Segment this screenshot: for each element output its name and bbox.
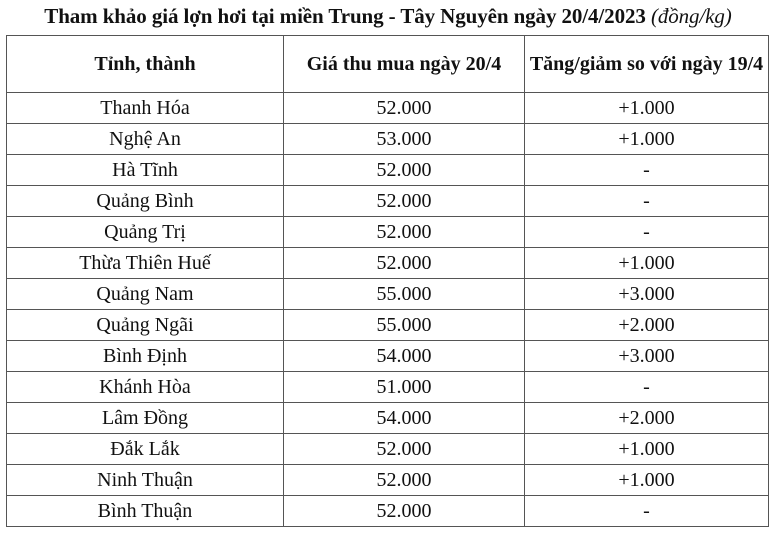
table-row xyxy=(7,93,769,124)
cell-price: 51.000 xyxy=(284,372,525,403)
cell-change: - xyxy=(525,496,769,527)
table-row xyxy=(7,248,769,279)
cell-province: Quảng Nam xyxy=(7,279,284,310)
cell-province: Hà Tĩnh xyxy=(7,155,284,186)
table-row xyxy=(7,310,769,341)
table-row xyxy=(7,403,769,434)
table-row xyxy=(7,341,769,372)
cell-price: 54.000 xyxy=(284,403,525,434)
table-row xyxy=(7,124,769,155)
cell-price: 54.000 xyxy=(284,341,525,372)
cell-province: Quảng Ngãi xyxy=(7,310,284,341)
cell-price: 52.000 xyxy=(284,248,525,279)
cell-change: +3.000 xyxy=(525,279,769,310)
cell-province: Thừa Thiên Huế xyxy=(7,248,284,279)
header-price: Giá thu mua ngày 20/4 xyxy=(284,36,525,93)
table-row xyxy=(7,434,769,465)
table-row xyxy=(7,155,769,186)
cell-province: Bình Định xyxy=(7,341,284,372)
cell-province: Đắk Lắk xyxy=(7,434,284,465)
table-row xyxy=(7,217,769,248)
cell-province: Lâm Đồng xyxy=(7,403,284,434)
table-row xyxy=(7,372,769,403)
cell-province: Bình Thuận xyxy=(7,496,284,527)
cell-change: +1.000 xyxy=(525,93,769,124)
cell-price: 52.000 xyxy=(284,434,525,465)
cell-change: +1.000 xyxy=(525,465,769,496)
cell-province: Thanh Hóa xyxy=(7,93,284,124)
cell-change: +2.000 xyxy=(525,403,769,434)
cell-province: Quảng Bình xyxy=(7,186,284,217)
cell-change: +2.000 xyxy=(525,310,769,341)
caption-unit: (đồng/kg) xyxy=(650,4,732,28)
header-province: Tỉnh, thành xyxy=(7,36,284,93)
table-row xyxy=(7,465,769,496)
cell-price: 52.000 xyxy=(284,496,525,527)
cell-change: - xyxy=(525,186,769,217)
cell-province: Khánh Hòa xyxy=(7,372,284,403)
cell-price: 52.000 xyxy=(284,465,525,496)
table-row xyxy=(7,279,769,310)
cell-price: 55.000 xyxy=(284,279,525,310)
cell-province: Quảng Trị xyxy=(7,217,284,248)
cell-province: Ninh Thuận xyxy=(7,465,284,496)
table-row xyxy=(7,186,769,217)
cell-price: 53.000 xyxy=(284,124,525,155)
cell-change: - xyxy=(525,372,769,403)
cell-price: 52.000 xyxy=(284,217,525,248)
caption-title: Tham khảo giá lợn hơi tại miền Trung - Tây Nguyên ngày 20/4/2023 xyxy=(44,4,646,28)
table-body xyxy=(7,93,769,527)
cell-change: - xyxy=(525,155,769,186)
cell-price: 52.000 xyxy=(284,93,525,124)
cell-price: 52.000 xyxy=(284,186,525,217)
cell-change: +3.000 xyxy=(525,341,769,372)
pig-price-table xyxy=(6,35,769,527)
cell-change: +1.000 xyxy=(525,248,769,279)
cell-change: +1.000 xyxy=(525,434,769,465)
cell-price: 55.000 xyxy=(284,310,525,341)
header-row xyxy=(7,36,769,93)
table-row xyxy=(7,496,769,527)
header-change: Tăng/giảm so với ngày 19/4 xyxy=(525,36,769,93)
cell-change: +1.000 xyxy=(525,124,769,155)
table-caption xyxy=(0,4,776,29)
cell-change: - xyxy=(525,217,769,248)
cell-price: 52.000 xyxy=(284,155,525,186)
cell-province: Nghệ An xyxy=(7,124,284,155)
